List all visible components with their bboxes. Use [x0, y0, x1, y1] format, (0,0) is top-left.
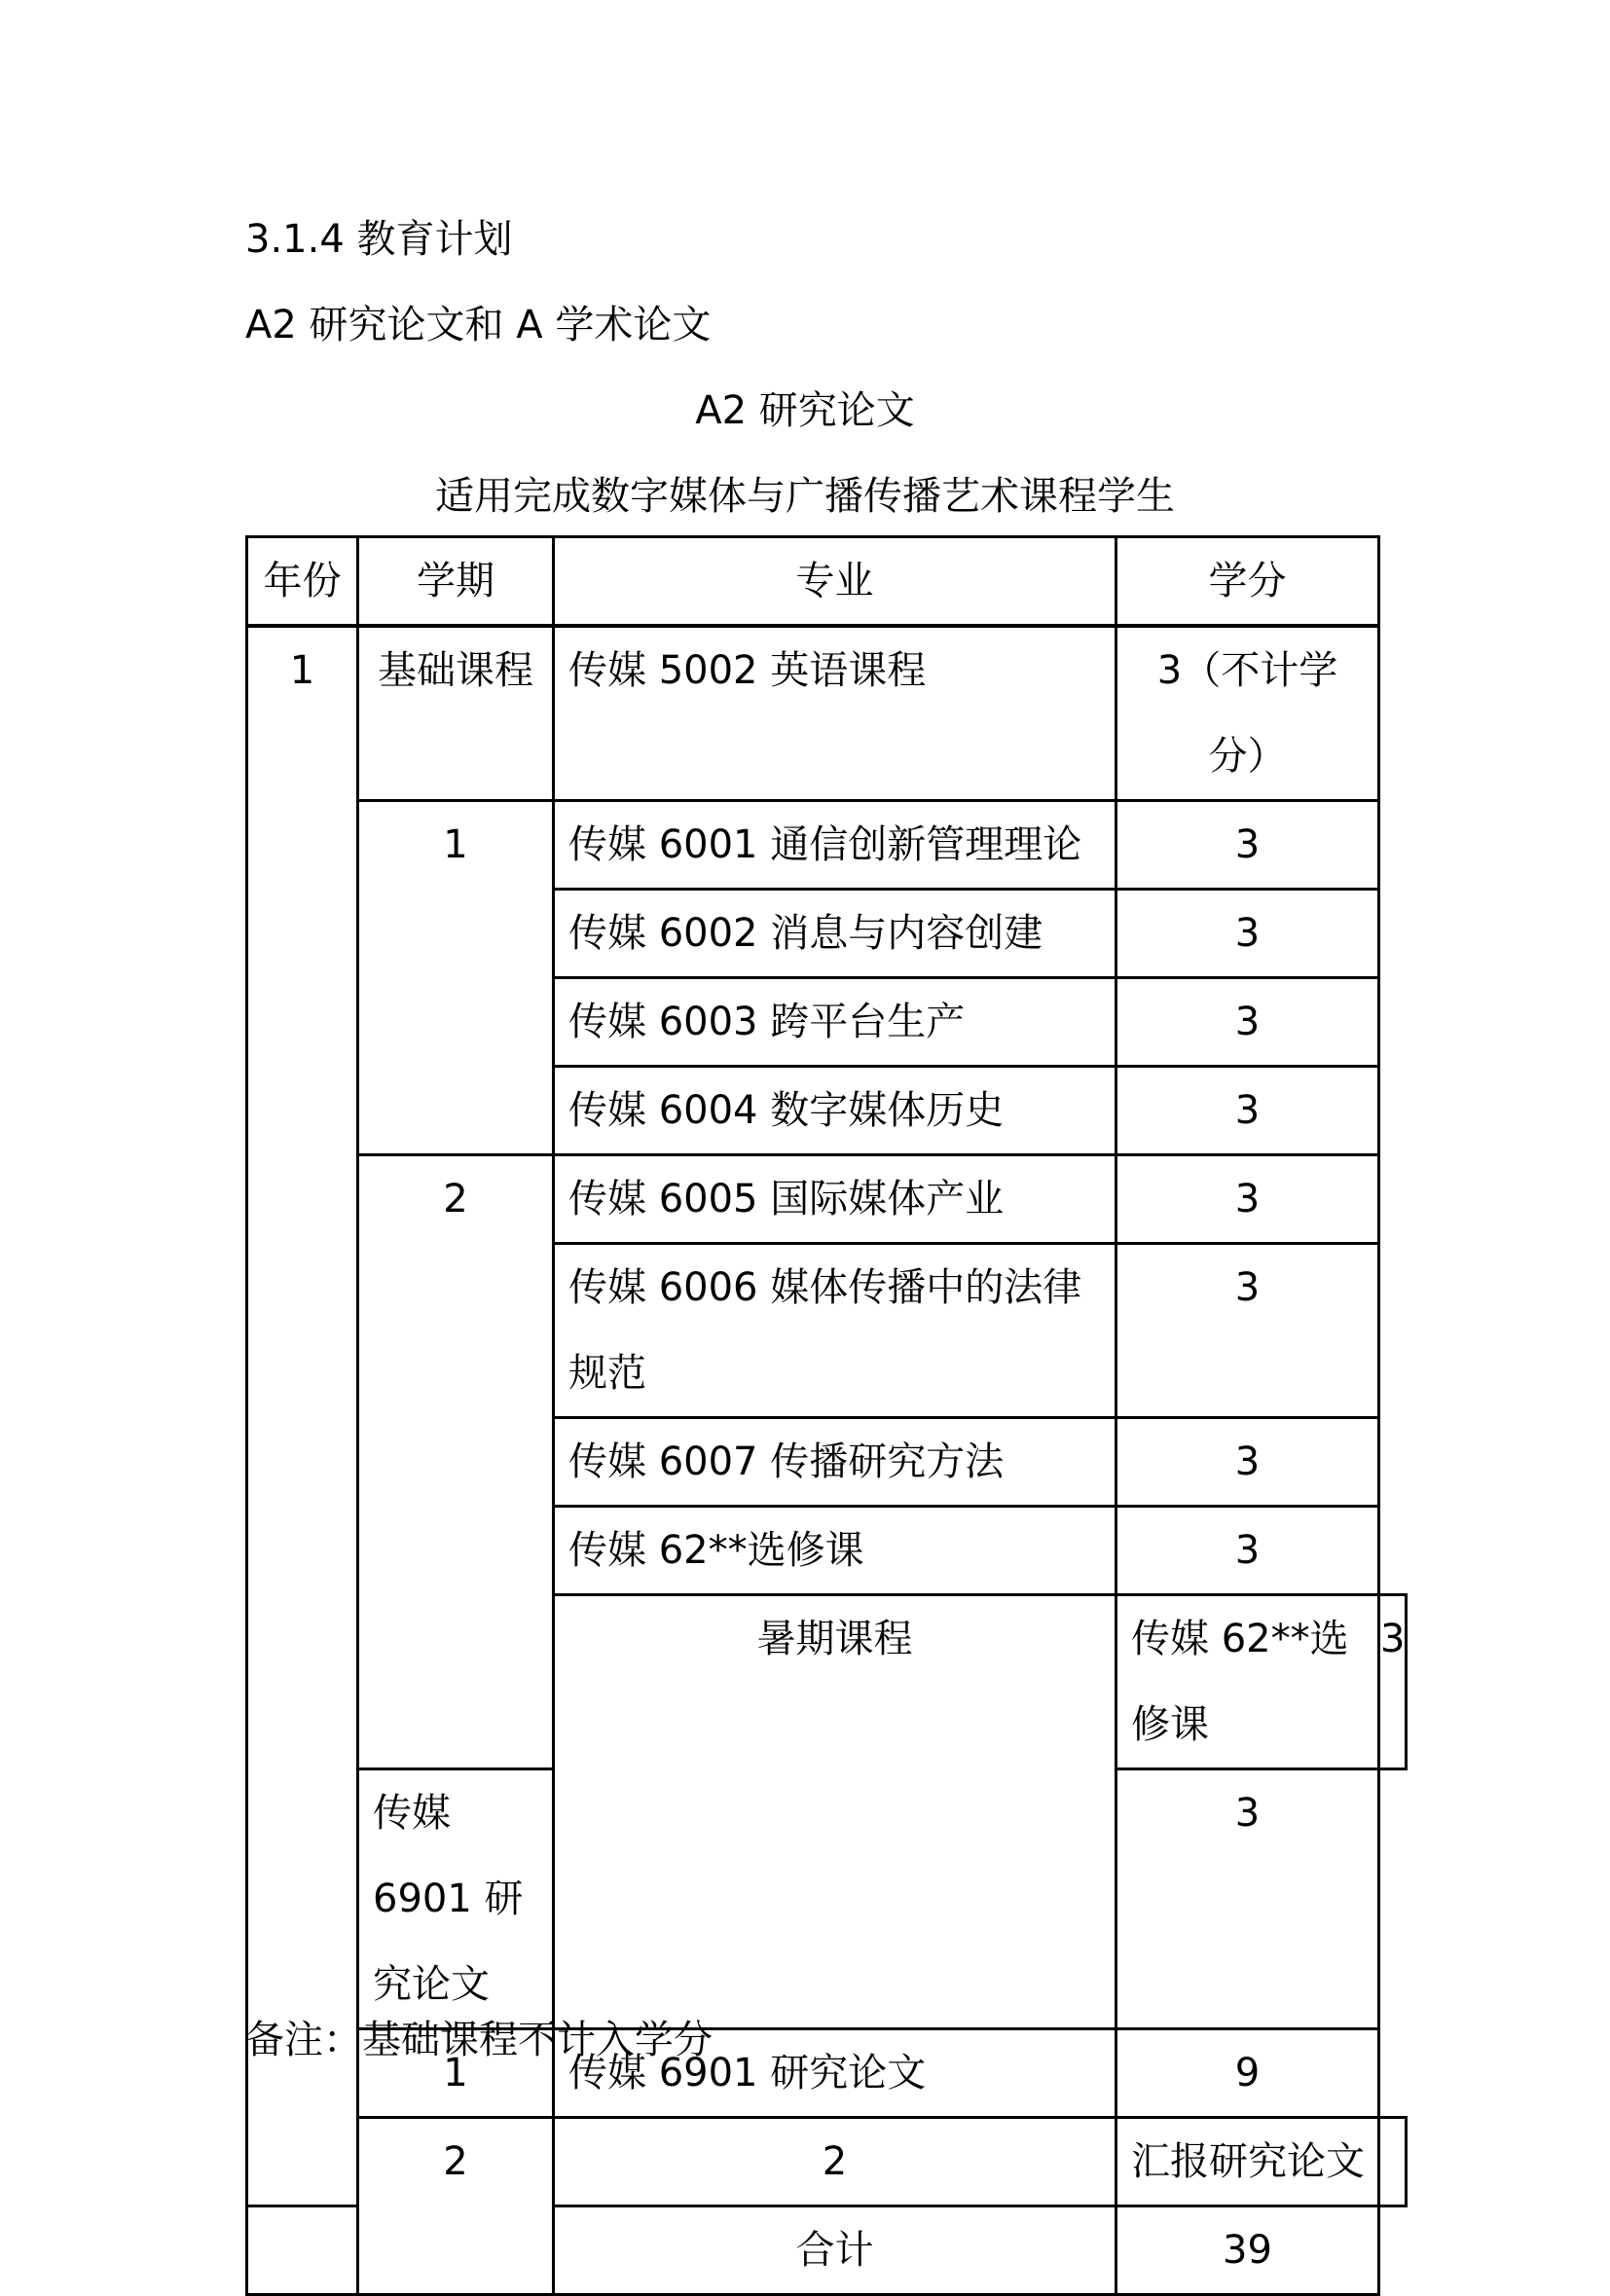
course-cell: 传媒 6004 数字媒体历史: [554, 1067, 1116, 1155]
table-row: [247, 1155, 1407, 1244]
credit-cell: 3: [1116, 1067, 1379, 1155]
credit-cell: 3: [1116, 1507, 1379, 1595]
credit-cell: 3: [1116, 1418, 1379, 1507]
term-cell: 暑期课程: [554, 1595, 1116, 2029]
credit-cell: 9: [1116, 2029, 1379, 2118]
year-cell: 2: [358, 2118, 554, 2295]
credit-cell: 3: [1116, 978, 1379, 1067]
header-credit: 学分: [1116, 537, 1379, 627]
table-title: A2 研究论文: [695, 388, 915, 433]
term-cell: 2: [554, 2118, 1116, 2206]
section-heading: 3.1.4 教育计划: [245, 217, 513, 262]
header-term: 学期: [358, 537, 554, 627]
course-cell: 传媒 5002 英语课程: [554, 626, 1116, 801]
credit-cell: 3: [1116, 890, 1379, 978]
table-row: [247, 801, 1407, 890]
course-cell: 传媒 6001 通信创新管理理论: [554, 801, 1116, 890]
credit-cell: 3: [1379, 1595, 1407, 1769]
table-subtitle: 适用完成数字媒体与广播传播艺术课程学生: [435, 474, 1175, 519]
total-label: 合计: [554, 2206, 1116, 2295]
course-cell: 传媒 6901 研究论文: [554, 2029, 1116, 2118]
term-cell: 2: [358, 1155, 554, 1769]
credit-cell: 3: [1116, 1769, 1379, 2029]
course-cell: 传媒 62**选修课: [554, 1507, 1116, 1595]
credit-cell: 3（不计学分）: [1116, 626, 1379, 801]
footnote: 备注：基础课程不计入学分: [245, 2018, 713, 2062]
term-cell: 基础课程: [358, 626, 554, 801]
year-cell: 1: [247, 626, 358, 2206]
header-course: 专业: [554, 537, 1116, 627]
total-value: 39: [1116, 2206, 1379, 2295]
course-cell: 汇报研究论文: [1116, 2118, 1379, 2206]
course-cell: 传媒 6901 研究论文: [358, 1769, 554, 2029]
table-row: [247, 626, 1407, 801]
course-cell: 传媒 6005 国际媒体产业: [554, 1155, 1116, 1244]
course-cell: 传媒 62**选修课: [1116, 1595, 1379, 1769]
course-cell: 传媒 6006 媒体传播中的法律规范: [554, 1244, 1116, 1418]
credit-cell: 3: [1116, 1244, 1379, 1418]
credit-cell: [1379, 2118, 1407, 2206]
course-cell: 传媒 6002 消息与内容创建: [554, 890, 1116, 978]
table-row: [247, 2118, 1407, 2206]
term-cell: 1: [358, 801, 554, 1155]
credit-cell: 3: [1116, 1155, 1379, 1244]
header-year: 年份: [247, 537, 358, 627]
course-cell: 传媒 6007 传播研究方法: [554, 1418, 1116, 1507]
table-header-row: [247, 537, 1407, 627]
term-cell: 1: [358, 2029, 554, 2118]
credit-cell: 3: [1116, 801, 1379, 890]
empty-term-cell: [247, 2206, 358, 2295]
subsection-heading: A2 研究论文和 A 学术论文: [245, 303, 712, 347]
course-cell: 传媒 6003 跨平台生产: [554, 978, 1116, 1067]
